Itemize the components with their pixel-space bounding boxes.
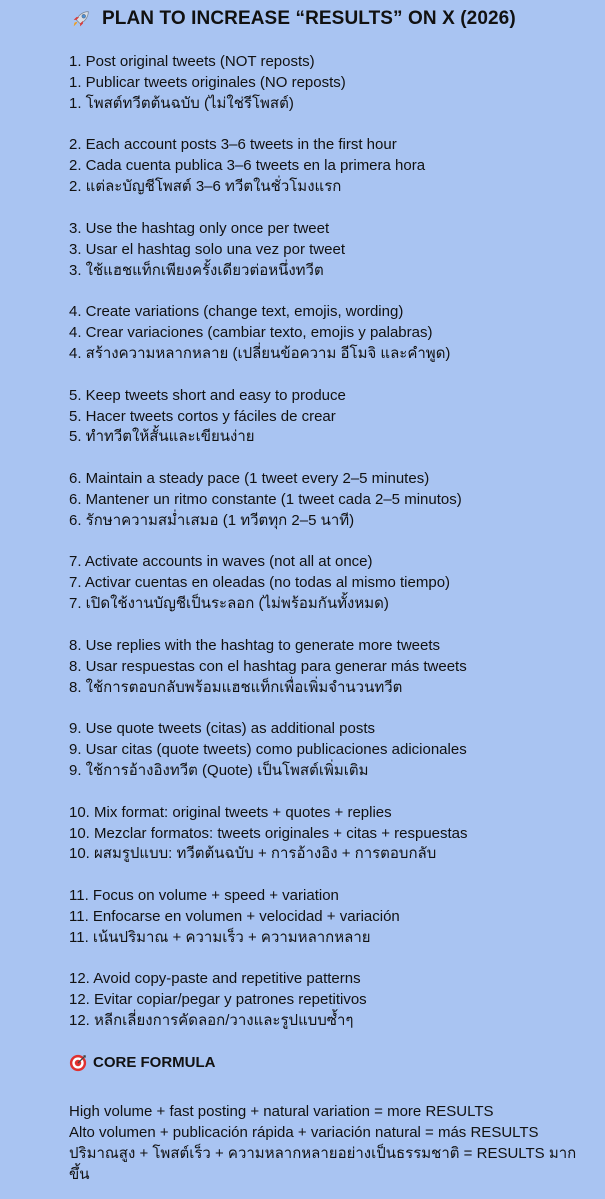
plan-item — [69, 302, 593, 365]
item-es: 12. Evitar copiar/pegar y patrones repetitivos — [69, 991, 367, 1009]
item-th: 2. แต่ละบัญชีโพสต์ 3–6 ทวีตในชั่วโมงแรก — [69, 178, 342, 196]
title-row — [70, 8, 516, 30]
item-th: 6. รักษาความสม่ำเสมอ (1 ทวีตทุก 2–5 นาที) — [69, 511, 355, 529]
item-es: 11. Enfocarse en volumen + velocidad + variación — [69, 907, 400, 925]
rocket-icon — [70, 8, 92, 30]
item-es: 3. Usar el hashtag solo una vez por tweet — [69, 240, 345, 258]
item-es: 1. Publicar tweets originales (NO reposts) — [69, 73, 346, 91]
plan-item — [69, 636, 593, 699]
plan-list — [69, 52, 593, 1185]
formula-en: High volume + fast posting + natural variation = more RESULTS — [69, 1102, 494, 1120]
item-en: 4. Create variations (change text, emojis, wording) — [69, 303, 404, 321]
formula-th: ปริมาณสูง + โพสต์เร็ว + ความหลากหลายอย่างเป็นธรรมชาติ = RESULTS มากขึ้น — [69, 1144, 577, 1183]
item-en: 2. Each account posts 3–6 tweets in the first hour — [69, 136, 397, 154]
item-th: 1. โพสต์ทวีตต้นฉบับ (ไม่ใช่รีโพสต์) — [69, 94, 294, 112]
plan-item — [69, 135, 593, 198]
item-es: 2. Cada cuenta publica 3–6 tweets en la primera hora — [69, 157, 426, 175]
item-es: 7. Activar cuentas en oleadas (no todas al mismo tiempo) — [69, 574, 451, 592]
item-es: 8. Usar respuestas con el hashtag para generar más tweets — [69, 657, 467, 675]
plan-item — [69, 219, 593, 282]
item-es: 4. Crear variaciones (cambiar texto, emojis y palabras) — [69, 324, 433, 342]
target-icon — [69, 1054, 87, 1072]
plan-item — [69, 469, 593, 532]
item-th: 12. หลีกเลี่ยงการคัดลอก/วางและรูปแบบซ้ำๆ — [69, 1012, 354, 1030]
item-th: 5. ทำทวีตให้สั้นและเขียนง่าย — [69, 428, 255, 446]
item-th: 7. เปิดใช้งานบัญชีเป็นระลอก (ไม่พร้อมกันทั้งหมด) — [69, 595, 389, 613]
item-en: 1. Post original tweets (NOT reposts) — [69, 53, 315, 70]
formula-es: Alto volumen + publicación rápida + variación natural = más RESULTS — [69, 1123, 539, 1141]
item-es: 9. Usar citas (quote tweets) como publicaciones adicionales — [69, 741, 467, 759]
item-es: 6. Mantener un ritmo constante (1 tweet cada 2–5 minutos) — [69, 490, 462, 508]
core-formula-heading — [69, 1053, 593, 1074]
item-en: 3. Use the hashtag only once per tweet — [69, 219, 330, 237]
plan-item — [69, 386, 593, 449]
item-en: 11. Focus on volume + speed + variation — [69, 887, 339, 905]
item-en: 10. Mix format: original tweets + quotes + replies — [69, 803, 392, 821]
item-en: 7. Activate accounts in waves (not all at once) — [69, 553, 373, 571]
item-th: 9. ใช้การอ้างอิงทวีต (Quote) เป็นโพสต์เพิ่มเติม — [69, 762, 369, 780]
core-formula-label: CORE FORMULA — [93, 1053, 216, 1071]
plan-item — [69, 719, 593, 782]
plan-item — [69, 552, 593, 615]
item-th: 3. ใช้แฮชแท็กเพียงครั้งเดียวต่อหนึ่งทวีต — [69, 261, 324, 279]
plan-item — [69, 969, 593, 1032]
item-es: 10. Mezclar formatos: tweets originales + citas + respuestas — [69, 824, 468, 842]
item-th: 10. ผสมรูปแบบ: ทวีตต้นฉบับ + การอ้างอิง + การตอบกลับ — [69, 845, 437, 863]
item-en: 12. Avoid copy-paste and repetitive patterns — [69, 970, 361, 988]
item-th: 8. ใช้การตอบกลับพร้อมแฮชแท็กเพื่อเพิ่มจำนวนทวีต — [69, 678, 403, 696]
plan-item — [69, 886, 593, 949]
plan-item — [69, 52, 593, 115]
page-title: PLAN TO INCREASE “RESULTS” ON X (2026) — [102, 8, 516, 29]
item-en: 9. Use quote tweets (citas) as additional posts — [69, 720, 375, 738]
item-th: 4. สร้างความหลากหลาย (เปลี่ยนข้อความ อีโมจิ และคำพูด) — [69, 345, 451, 363]
item-en: 8. Use replies with the hashtag to generate more tweets — [69, 636, 441, 654]
item-es: 5. Hacer tweets cortos y fáciles de crear — [69, 407, 336, 425]
plan-item — [69, 803, 593, 866]
item-en: 6. Maintain a steady pace (1 tweet every 2–5 minutes) — [69, 470, 430, 488]
core-formula — [69, 1102, 593, 1186]
item-en: 5. Keep tweets short and easy to produce — [69, 386, 346, 404]
item-th: 11. เน้นปริมาณ + ความเร็ว + ความหลากหลาย — [69, 928, 371, 946]
